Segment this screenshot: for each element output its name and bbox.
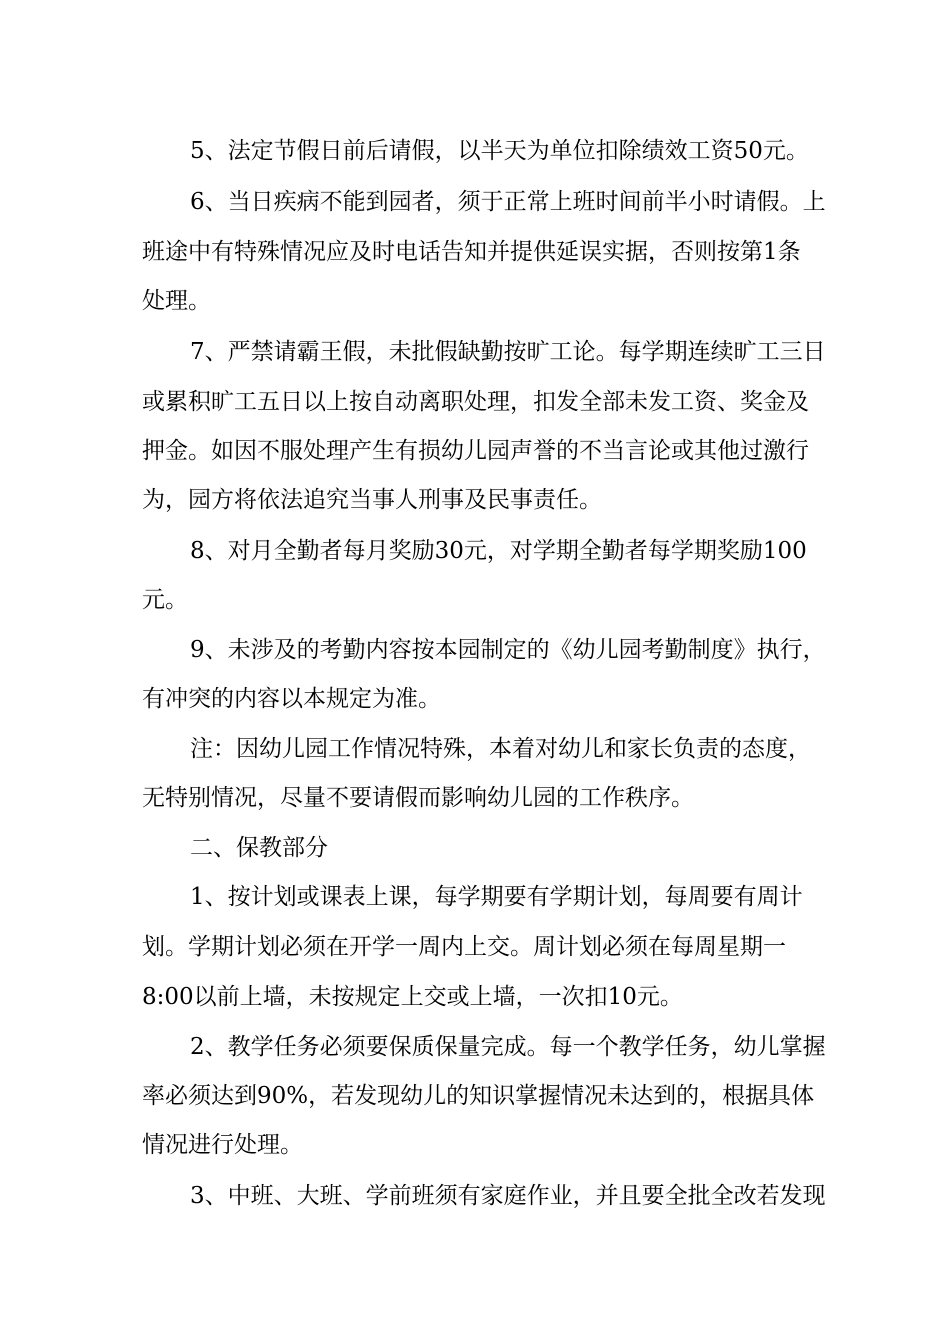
- teaching-item-1-line-3: 8:00以前上墙，未按规定上交或上墙，一次扣10元。: [142, 984, 683, 1010]
- paragraph-9-line-2: 有冲突的内容以本规定为准。: [142, 686, 441, 712]
- paragraph-6-line-2: 班途中有特殊情况应及时电话告知并提供延误实据，否则按第1条: [142, 239, 801, 265]
- teaching-item-2-line-3: 情况进行处理。: [142, 1132, 303, 1158]
- note-line-1: 注：因幼儿园工作情况特殊，本着对幼儿和家长负责的态度，: [190, 736, 811, 762]
- paragraph-8-line-1: 8、对月全勤者每月奖励30元，对学期全勤者每学期奖励100: [190, 538, 807, 564]
- note-line-2: 无特别情况，尽量不要请假而影响幼儿园的工作秩序。: [142, 785, 694, 811]
- paragraph-5-line-1: 5、法定节假日前后请假，以半天为单位扣除绩效工资50元。: [190, 138, 809, 164]
- teaching-item-1-line-1: 1、按计划或课表上课，每学期要有学期计划，每周要有周计: [190, 884, 803, 910]
- paragraph-6-line-1: 6、当日疾病不能到园者，须于正常上班时间前半小时请假。上: [190, 189, 826, 215]
- teaching-item-1-line-2: 划。学期计划必须在开学一周内上交。周计划必须在每周星期一: [142, 934, 786, 960]
- teaching-item-3-line-1: 3、中班、大班、学前班须有家庭作业，并且要全批全改若发现: [190, 1183, 826, 1209]
- paragraph-7-line-1: 7、严禁请霸王假，未批假缺勤按旷工论。每学期连续旷工三日: [190, 339, 826, 365]
- section-heading-teaching: 二、保教部分: [190, 835, 328, 861]
- teaching-item-2-line-2: 率必须达到90%，若发现幼儿的知识掌握情况未达到的，根据具体: [142, 1083, 815, 1109]
- paragraph-6-line-3: 处理。: [142, 288, 211, 314]
- paragraph-7-line-3: 押金。如因不服处理产生有损幼儿园声誉的不当言论或其他过激行: [142, 438, 809, 464]
- teaching-item-2-line-1: 2、教学任务必须要保质保量完成。每一个教学任务，幼儿掌握: [190, 1034, 826, 1060]
- paragraph-9-line-1: 9、未涉及的考勤内容按本园制定的《幼儿园考勤制度》执行，: [190, 637, 826, 663]
- paragraph-8-line-2: 元。: [142, 587, 188, 613]
- paragraph-7-line-4: 为，园方将依法追究当事人刑事及民事责任。: [142, 487, 602, 513]
- paragraph-7-line-2: 或累积旷工五日以上按自动离职处理，扣发全部未发工资、奖金及: [142, 389, 809, 415]
